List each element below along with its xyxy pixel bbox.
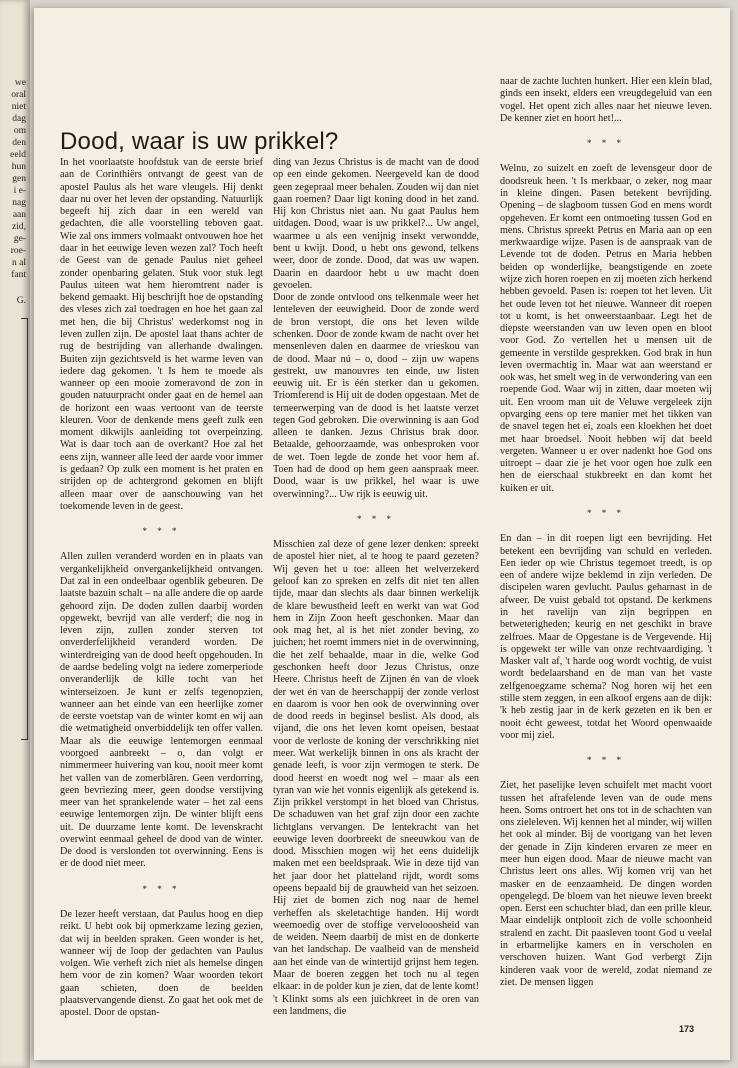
prev-fragment: we [14, 78, 26, 88]
paragraph: naar de zachte luchten hunkert. Hier een klein blad, ginds een insekt, elders een vreugdegeluid van een vogel. Het opent zich alles naar het nieuwe leven. De kenner ziet en hoort het!... [500, 76, 712, 124]
paragraph: En dan – in dit roepen ligt een bevrijding. Het betekent een bevrijding van schuld en verleden. Een ieder op wie Christus tegemoet treedt, is op een of andere wijze beklemd in zijn verleden. De discipelen waren gevlucht. Paulus geharnast in de afweer. De vuist gebald tot opstand. De kerkmens in het ravelijn van zijn begrippen en betweterigheden; keurig en net geschikt in brave zelfroes. Maar de Opgestane is de Vergevende. Hij is opgewekt ter wille van onze rechtvaardiging. 't Masker valt af, 't harde oog wordt vochtig, de vuist wordt bedelaarshand en de man van het vaste zelfgenoegzame schema? Nog horen wij het een stille stem zeggen, in een alkoof ergens aan de dijk: 'k heb zestig jaar in de kerk gezeten en ik ben er nooit écht geweest, totdat het Woord openwaaide voor mij ziel. [500, 533, 712, 741]
prev-fragment: aan [12, 210, 26, 220]
previous-page-edge [0, 0, 30, 1068]
magazine-page [34, 8, 730, 1060]
prev-fragment: n al [12, 258, 26, 268]
paragraph: ding van Jezus Christus is de macht van de dood op een einde gekomen. Neergeveld kan de dood geen zegepraal meer behalen. Zouden wij dan niet gaan roemen? Daar ligt koning dood in het zand. Hij kon Christus niet aan. Nu gaat Paulus hem uitdagen. Dood, waar is uw prikkel?... Uw angel, waarmee u als een venijnig insekt verwondde, bent u kwijt. Dood, u hebt ons gewond, telkens weer, door de zonde. Dood, dat was uw wapen. Daarin en daardoor hebt u uw macht doen gevoelen. [273, 157, 479, 291]
paragraph: In het voorlaatste hoofdstuk van de eerste brief aan de Corinthiërs ontvangt de geest van de apostel Paulus als het ware vleugels. Hij denkt daar nu over het leven der opstanding. Natuurlijk begeeft hij zich daar in een wereld van gedachten, die alle voorstelling teboven gaat. Wie zal ons immers volmaakt ontvouwen hoe het daar in het eeuwige leven wezen zal? Toch heeft de Geest van de genade Paulus niet geheel zonder openbaring gelaten. Stuk voor stuk legt Paulus uiteen wat hem hieromtrent nader is bekend gemaakt. Hij beschrijft hoe de opstanding des vleses zich zal toedragen en hoe het gaan zal met hen, die bij Christus' wederkomst nog in leven zullen zijn. De apostel laat thans achter de rug de bestrijding van allerhande dwalingen. Buiten zijn gezichtsveld is het warme leven van iedere dag gekomen. 't Is hem te moede als wanneer op een mooie zomeravond de zon in gouden natuurpracht onder gaat en de hemel aan de horizont een waas vertoont van de teerste kleuren. Voor de denkende mens geeft zulk een moment dikwijls aanleiding tot overpeinzing. Wat is daar toch aan de overkant? Hoe zal het eens zijn, wanneer alle leed der aarde voor immer is gedaan? Op zulk een moment is het praten en strijden op de achtergrond gekomen en blijft alleen maar over de aanschouwing van het toekomende leven in de geest. [60, 157, 263, 512]
prev-fragment: G. [16, 296, 26, 306]
prev-fragment: fant [11, 270, 26, 280]
section-separator: * * * [587, 508, 625, 518]
column-3 [500, 76, 712, 989]
prev-fragment: zid, [12, 222, 26, 232]
prev-fragment: eeld [10, 150, 26, 160]
prev-fragment: oral [11, 90, 26, 100]
prev-fragment: om [13, 126, 26, 136]
prev-fragment: hun [11, 162, 26, 172]
prev-fragment: niet [11, 102, 26, 112]
prev-fragment: roe- [10, 246, 26, 256]
paragraph: Door de zonde ontvlood ons telkenmale weer het lenteleven der eeuwigheid. Door de zonde werd de bron verstopt, die ons het leven wilde schenken. Door de zonde kwam de nacht over het mensenleven dalen en daarmee de vrieskou van de dood. Maar nú – o, dood – zijn uw wapens gestrekt, uw manouvres ten einde, uw listen eeuwig uit. Er is één sterker dan u gekomen. Triomferend is Hij uit de doden opgestaan. Met de terneerwerping van de dood is het laatste verzet tegen God gebroken. Die overwinning is aan God alleen te danken. Jezus Christus brak door. Betaalde, gehoorzaamde, was onbesproken voor de wet. Toen legde de zonde het voor hem af. Toen had de dood op hem geen aanspraak meer. Dood, waar is uw prikkel, hel waar is uwe overwinning?... Uw rijk is eeuwig uit. [273, 292, 479, 500]
page-number: 173 [678, 1024, 694, 1034]
paragraph: De lezer heeft verstaan, dat Paulus hoog en diep reikt. U hebt ook bij opmerkzame lezing gezien, dat wij in beelden spraken. Geen wonder is het, wanneer wij de loop der gedachten van Paulus volgen. Wie verheft zich niet als hemelse dingen hem voor de zin komen? Waar woorden tekort gaan schieten, doen de beelden plaatsvervangende dienst. Zo gaat het ook met de apostel. Door de opstan- [60, 909, 263, 1019]
paragraph: Misschien zal deze of gene lezer denken: spreekt de apostel hier niet, al te hoog te paard gezeten? Wij geven het u toe: alleen het welverzekerd geloof kan zo spreken en zelfs dit niet ten allen tijde, maar dan slechts als daar binnen werkelijk de klare bewustheid leeft en werkt van wat God hem in Zijn Zoon heeft geschonken. Maar dan ook mag het, al is het niet zonder beving, zo juichen; het roemt immers niet in de overwinning, die het zelf behaalde, maar in die, welke God geschonken heeft door Jezus Christus, onze Heere. Christus heeft de Zijnen én van de vloek der wet én van de heerschappij der zonde verlost en daarom is voor hen ook de overwinning over de dood reeds in beginsel beslist. Als dood, als vijand, die ons het leven komt opeisen, bestaat voor de verloste de koning der verschrikking niet meer. Wat werkelijk binnen in ons als kracht der genade leeft, is voor zijn vermogen te sterk. De dood heerst en woedt nog wel – maar als een tyran van wie het vonnis eigenlijk als getekend is. Zijn prikkel verstompt in het bloed van Christus. De schaduwen van het graf zijn door een zachte lichtglans vervangen. De lentekracht van het eeuwige leven doorbreekt de sneeuwkou van de dood. Misschien mogen wij het eens duidelijk maken met een beeldspraak. Wie in deze tijd van het jaar door het platteland rijdt, wordt soms opeens bepaald bij de grauwheid van het seizoen. Hij ziet de bomen zich nog naar de hemel verheffen als skeletachtige handen. Hij wordt weemoedig over de stoffige vervelooosheid van de weiden. Neem daarbij de mist en de donkerte van het landschap. De vaalheid van de mensheid aan het einde van de wintertijd grijnst hem tegen. Maar de boeren zeggen het toch nu al tegen elkaar: in de polder kun je zien, dat de lente komt! 't Klinkt soms als een juichkreet in de oren van een landmens, die [273, 539, 479, 1017]
prev-fragment: gen [12, 174, 26, 184]
paragraph: Welnu, zo suizelt en zoeft de levensgeur door de doodsreuk heen. 't Is merkbaar, o zeker, nog maar in kleine dingen. Pasen betekent bevrijding. Opening – de slagboom tussen God en mens wordt opgeheven. Er komt een ontmoeting tussen God en mens. Christus spreekt Petrus en Maria aan op een merkwaardige wijze. Pasen is de aanspraak van de Levende tot de doden. Petrus en Maria hebben beiden op wonderlijke, beangstigende en zoete wijze zich horen roepen en zij moeten zich herkend hebben gevoeld. Pasen is: roepen tot het leven. Uit het oude leven tot het nieuwe. Wanneer dit roepen tot u komt, is het onweerstaanbaar. Legt het de diepste weerstanden van uw leven open en bloot voor God. Zo vertellen het u mensen uit de gemeente in verstilde gesprekken. God brak in hun leven overmachtig in. Maar wat aan weerstand er ook was, het smelt weg in de verwondering van een roepende God. Waar wij in zitten, daar moeten wij uit. Een vroom man uit de Veluwe vergeleek zijn opvarging eens op tere manier met het tikken van de snavel tegen het ei, zoals een kloekhen het doet met haar broedsel. Nooit hebben wij dat beeld vergeten. Wanneer u er over nadenkt hoe God ons uitroept – daar zie je het voor ogen hoe zulk een hen de eierschaal stukbreekt en dan komt het kuiken er uit. [500, 163, 712, 494]
column-1 [60, 157, 263, 1020]
section-separator: * * * [357, 513, 395, 524]
section-separator: * * * [587, 138, 625, 149]
prev-fragment: ge- [13, 234, 26, 244]
prev-page-bracket-line [21, 318, 28, 740]
prev-fragment: i e- [13, 186, 26, 196]
prev-fragment: dag [12, 114, 26, 124]
paragraph: Allen zullen veranderd worden en in plaats van vergankelijkheid onvergankelijkheid ontvangen. Dat zal in een ondeelbaar ogenblik gebeuren. De laatste bazuin schalt – na alle andere die op aarde gehoord zijn. De doden zullen daarbij worden opgewekt, bevrijd van alle verderf; die nog in leven zijn, zullen zonder sterven tot onverderfelijkheid veranderd worden. De winterdreiging van de dood heeft opgehouden. In de aardse bedeling volgt na iedere zomerperiode onveranderlijk de kille tocht van het winterseizoen. Je kunt er zelfs tegenopzien, wanneer aan het einde van een heerlijke zomer de eerste voetstap van de winter komt en wij aan die wetmatigheid onverbiddelijk ten offer vallen. Maar als die eeuwige lentemorgen eenmaal voorgoed aanbreekt – o, dan volgt er nimmermeer huivering van kou, nooit meer komt het vallen van de zomerblâren. Geen verdorring, geen bevriezing meer, geen doodse verstijving meer van het sprankelende water – het zal eens eeuwige lentemorgen zijn. De winter blijft eens uit. De duurzame lente komt. De levenskracht overwint eenmaal geheel de dood van de winter. De dood is verslonden tot overwinning. Eens is er de dood niet meer. [60, 551, 263, 870]
section-separator: * * * [142, 883, 181, 894]
paragraph: Ziet, het paselijke leven schuifelt met macht voort tussen het afrafelende leven van de oude mens heen. Soms ontroert het ons tot in de schachten van ons zieleleven. Wij kennen het al minder, wij willen het ook al minder. Bij de voortgang van het leven der genade in Zijn kinderen ervaren ze meer en meer hun eigen dood. Maar de nieuwe macht van Christus leert ons alles. Wij komen vrij van het masker en de eenzaamheid. De dingen worden opengelegd. De bloem van het nieuwe leven breekt open. Eerst een schuchter blad, dan een prille kleur. Maar eindelijk ontplooit zich de volle schoonheid stralend en zacht. Dit paasleven toont God u veelal in erbarmelijke kamers en in verscholen en verschoven huizen. Want God verbergt Zijn kinderen vaak voor de wereld, zodat niemand ze ziet. De mensen liggen [500, 780, 712, 988]
article-title: Dood, waar is uw prikkel? [60, 128, 339, 155]
section-separator: * * * [142, 526, 181, 537]
column-2 [273, 157, 479, 1018]
prev-fragment: nag [12, 198, 26, 208]
prev-fragment: den [12, 138, 26, 148]
section-separator: * * * [587, 755, 625, 766]
